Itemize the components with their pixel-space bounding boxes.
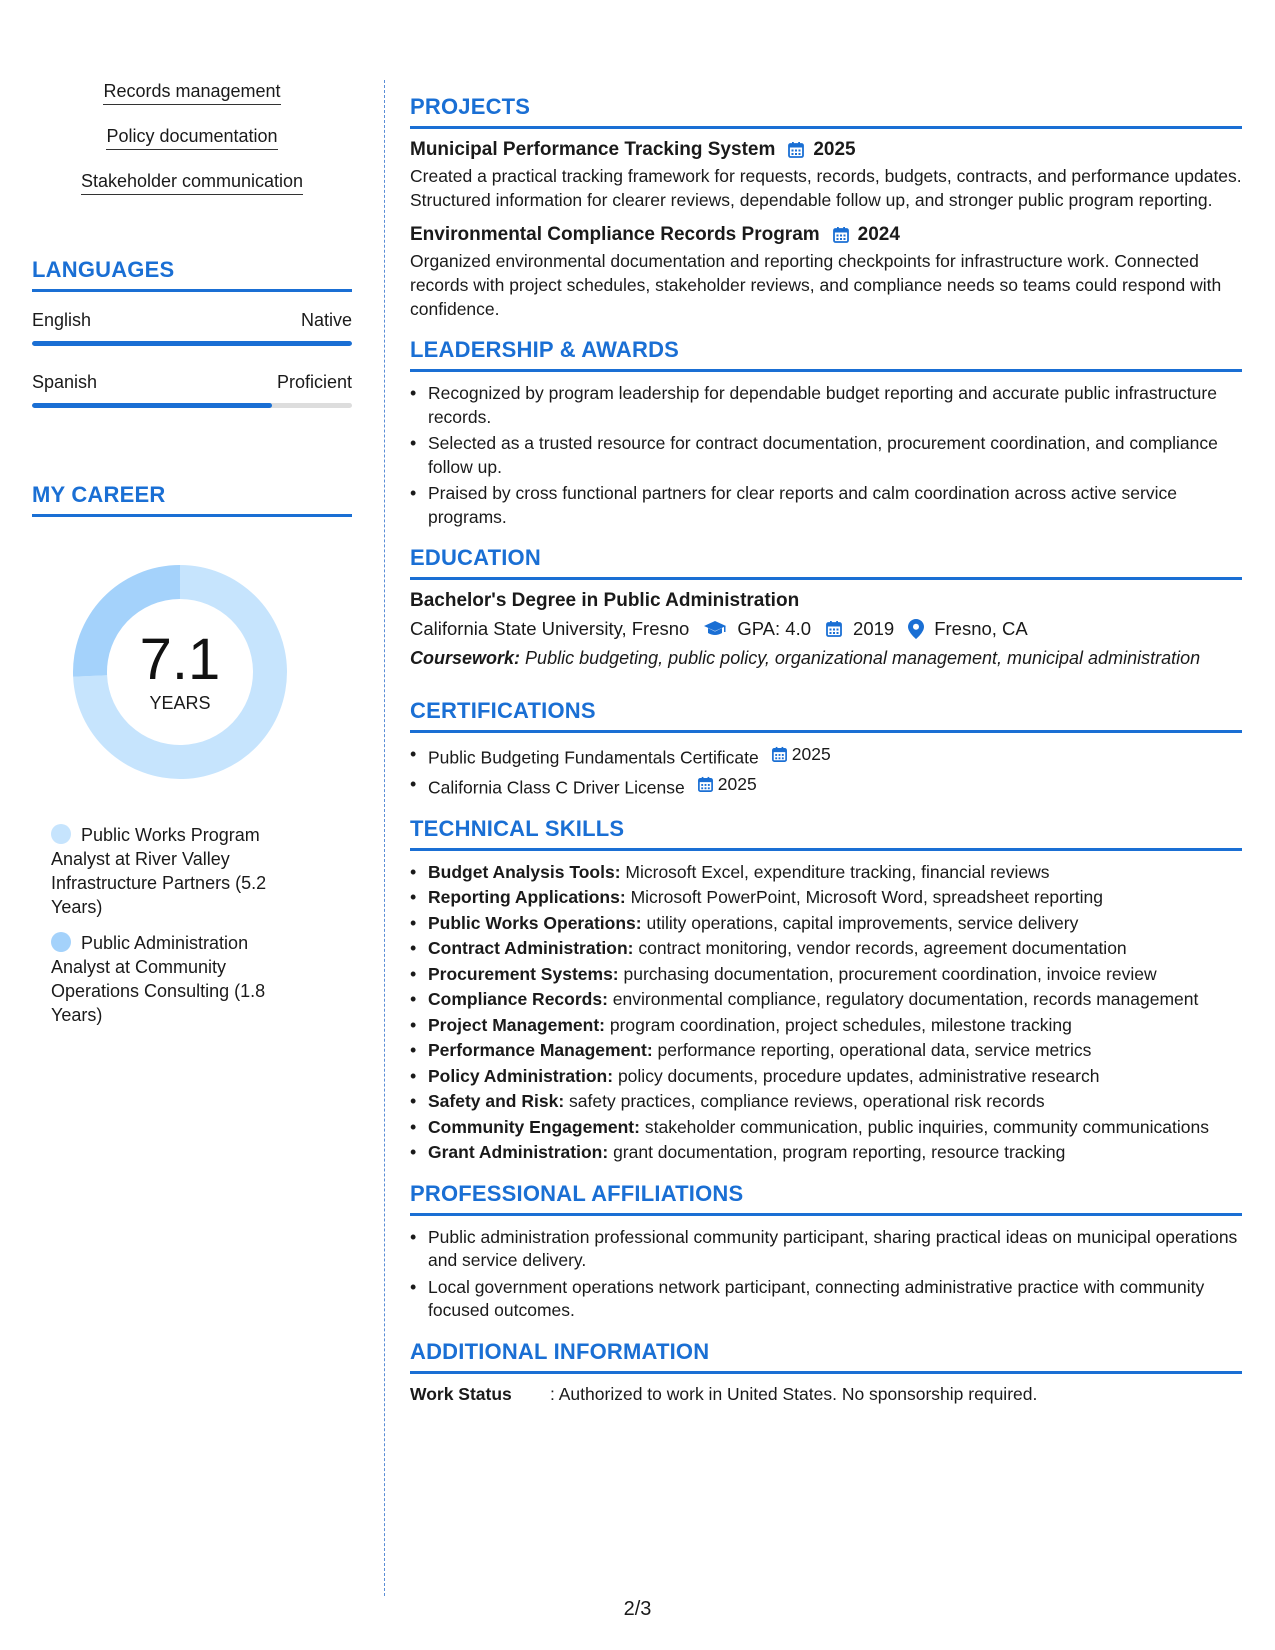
certification-name: Public Budgeting Fundamentals Certificate xyxy=(428,747,759,768)
skill-label: Grant Administration: xyxy=(428,1142,609,1162)
skill-text: Microsoft Excel, expenditure tracking, financial reviews xyxy=(625,861,1050,882)
career-donut xyxy=(65,557,295,787)
language-item xyxy=(32,372,352,408)
leadership-title: LEADERSHIP & AWARDS xyxy=(410,337,1242,372)
skill-label: Contract Administration: xyxy=(428,938,634,958)
projects-title: PROJECTS xyxy=(410,94,1242,129)
projects-section xyxy=(410,94,1242,321)
certification-year: 2025 xyxy=(717,773,757,794)
language-bar-fill xyxy=(32,403,272,408)
list-item: • Praised by cross functional partners for clear reports and calm coordination across active service programs. xyxy=(410,482,1242,529)
career-section xyxy=(32,482,352,1027)
skill-label: Safety and Risk: xyxy=(428,1091,565,1111)
skill-text: policy documents, procedure updates, administrative research xyxy=(617,1065,1100,1086)
language-bar xyxy=(32,403,352,408)
skill-text: performance reporting, operational data, service metrics xyxy=(657,1040,1092,1060)
skill-text: environmental compliance, regulatory documentation, records management xyxy=(612,989,1199,1009)
list-item xyxy=(410,988,1242,1012)
career-title: MY CAREER xyxy=(32,482,352,517)
right-column xyxy=(410,94,1242,1421)
list-item xyxy=(410,1065,1242,1089)
list-item xyxy=(410,886,1242,910)
certifications-title: CERTIFICATIONS xyxy=(410,698,1242,733)
list-item: • Selected as a trusted resource for contract documentation, procurement coordination, and compliance follow up. xyxy=(410,432,1242,479)
skill-label: Project Management: xyxy=(428,1014,605,1035)
list-item xyxy=(410,963,1242,987)
project-year: 2025 xyxy=(813,139,856,160)
list-item xyxy=(410,773,1242,800)
list-item xyxy=(410,1090,1242,1114)
career-legend xyxy=(32,823,272,1027)
certification-name: California Class C Driver License xyxy=(428,777,685,797)
work-status-label: Work Status xyxy=(410,1383,512,1404)
leadership-section xyxy=(410,337,1242,529)
skill-text: utility operations, capital improvements, service delivery xyxy=(646,912,1079,933)
skill-text: purchasing documentation, procurement coordination, invoice review xyxy=(623,963,1157,984)
graduation-cap-icon xyxy=(703,620,727,638)
skill-label: Procurement Systems: xyxy=(428,963,619,984)
skill-tags xyxy=(32,82,352,217)
column-divider xyxy=(384,80,385,1596)
list-item xyxy=(410,1141,1242,1165)
skill-text: grant documentation, program reporting, resource tracking xyxy=(613,1142,1066,1162)
certification-year: 2025 xyxy=(791,744,831,764)
language-level: Proficient xyxy=(276,372,352,392)
languages-title: LANGUAGES xyxy=(32,257,352,292)
technical-skills-title: TECHNICAL SKILLS xyxy=(410,816,1242,851)
career-legend-item xyxy=(51,823,272,919)
list-item: • Recognized by program leadership for dependable budget reporting and accurate public infrastructure records. xyxy=(410,382,1242,429)
project-name: Municipal Performance Tracking System xyxy=(410,139,776,160)
list-item xyxy=(410,1039,1242,1063)
affiliations-title: PROFESSIONAL AFFILIATIONS xyxy=(410,1181,1242,1216)
technical-skills-list xyxy=(410,861,1242,1165)
additional-title: ADDITIONAL INFORMATION xyxy=(410,1339,1242,1374)
calendar-icon xyxy=(787,141,805,159)
skill-label: Budget Analysis Tools: xyxy=(428,861,621,882)
list-item: • Local government operations network participant, connecting administrative practice with community focused outcomes. xyxy=(410,1276,1242,1323)
calendar-icon xyxy=(832,226,850,244)
project-item xyxy=(410,224,1242,321)
skill-text: program coordination, project schedules, milestone tracking xyxy=(609,1014,1072,1035)
skill-label: Reporting Applications: xyxy=(428,887,626,907)
coursework-text: Public budgeting, public policy, organizational management, municipal administration xyxy=(525,648,1201,668)
list-item: • Public administration professional community participant, sharing practical ideas on municipal operations and service delivery. xyxy=(410,1226,1242,1273)
calendar-icon xyxy=(825,620,843,638)
legend-dot xyxy=(51,932,71,952)
skill-label: Performance Management: xyxy=(428,1040,653,1060)
list-item xyxy=(410,912,1242,936)
list-item xyxy=(410,1014,1242,1038)
calendar-icon xyxy=(697,776,714,793)
language-bar-fill xyxy=(32,341,352,346)
graduation-year: 2019 xyxy=(853,618,895,639)
skill-label: Policy Administration: xyxy=(428,1065,614,1086)
skill-text: contract monitoring, vendor records, agreement documentation xyxy=(638,938,1127,958)
language-name: Spanish xyxy=(32,372,98,392)
legend-dot xyxy=(51,824,71,844)
additional-section xyxy=(410,1339,1242,1405)
education-location: Fresno, CA xyxy=(934,618,1028,639)
language-item xyxy=(32,310,352,346)
gpa: GPA: 4.0 xyxy=(737,618,812,639)
language-bar xyxy=(32,341,352,346)
work-status-value: : Authorized to work in United States. No sponsorship required. xyxy=(550,1383,1038,1404)
project-description: Organized environmental documentation and reporting checkpoints for infrastructure work. Connected records with project schedules, stakeholder reviews, and compliance needs so teams could respond with confidence. xyxy=(410,251,1222,319)
career-legend-text: Public Works Program Analyst at River Valley Infrastructure Partners (5.2 Years) xyxy=(51,825,267,917)
career-total: 7.1 xyxy=(139,626,221,692)
page-number-text: 2/3 xyxy=(623,1598,652,1620)
project-year: 2024 xyxy=(857,224,900,245)
language-level: Native xyxy=(300,310,352,330)
languages-section xyxy=(32,257,352,408)
calendar-icon xyxy=(771,746,788,763)
coursework-label: Coursework: xyxy=(410,648,521,668)
skill-tag: Records management xyxy=(103,82,280,105)
education-section xyxy=(410,545,1242,670)
skill-label: Community Engagement: xyxy=(428,1116,640,1137)
page-number xyxy=(0,1598,1275,1621)
certifications-section xyxy=(410,698,1242,800)
project-item xyxy=(410,139,1242,212)
skill-tag: Policy documentation xyxy=(106,127,277,150)
coursework xyxy=(410,646,1242,670)
education-title: EDUCATION xyxy=(410,545,1242,580)
project-description: Created a practical tracking framework for requests, records, budgets, contracts, and performance updates. Structured information for clearer reviews, dependable follow up, and stronger public program reporting. xyxy=(410,166,1242,210)
skill-tag: Stakeholder communication xyxy=(81,172,303,195)
skill-text: Microsoft PowerPoint, Microsoft Word, spreadsheet reporting xyxy=(630,887,1103,907)
affiliations-section xyxy=(410,1181,1242,1323)
technical-skills-section xyxy=(410,816,1242,1165)
language-name: English xyxy=(32,310,92,330)
left-column xyxy=(32,82,352,1039)
degree: Bachelor's Degree in Public Administration xyxy=(410,590,800,611)
career-legend-item xyxy=(51,931,272,1027)
location-pin-icon xyxy=(908,619,924,639)
career-legend-text: Public Administration Analyst at Community Operations Consulting (1.8 Years) xyxy=(51,933,266,1025)
project-name: Environmental Compliance Records Program xyxy=(410,224,820,245)
school: California State University, Fresno xyxy=(410,618,690,639)
list-item xyxy=(410,743,1242,770)
skill-label: Public Works Operations: xyxy=(428,912,642,933)
list-item xyxy=(410,1116,1242,1140)
career-unit: YEARS xyxy=(149,692,211,713)
skill-text: safety practices, compliance reviews, operational risk records xyxy=(569,1091,1045,1111)
list-item xyxy=(410,937,1242,961)
skill-text: stakeholder communication, public inquiries, community communications xyxy=(644,1116,1209,1137)
skill-label: Compliance Records: xyxy=(428,989,608,1009)
list-item xyxy=(410,861,1242,885)
